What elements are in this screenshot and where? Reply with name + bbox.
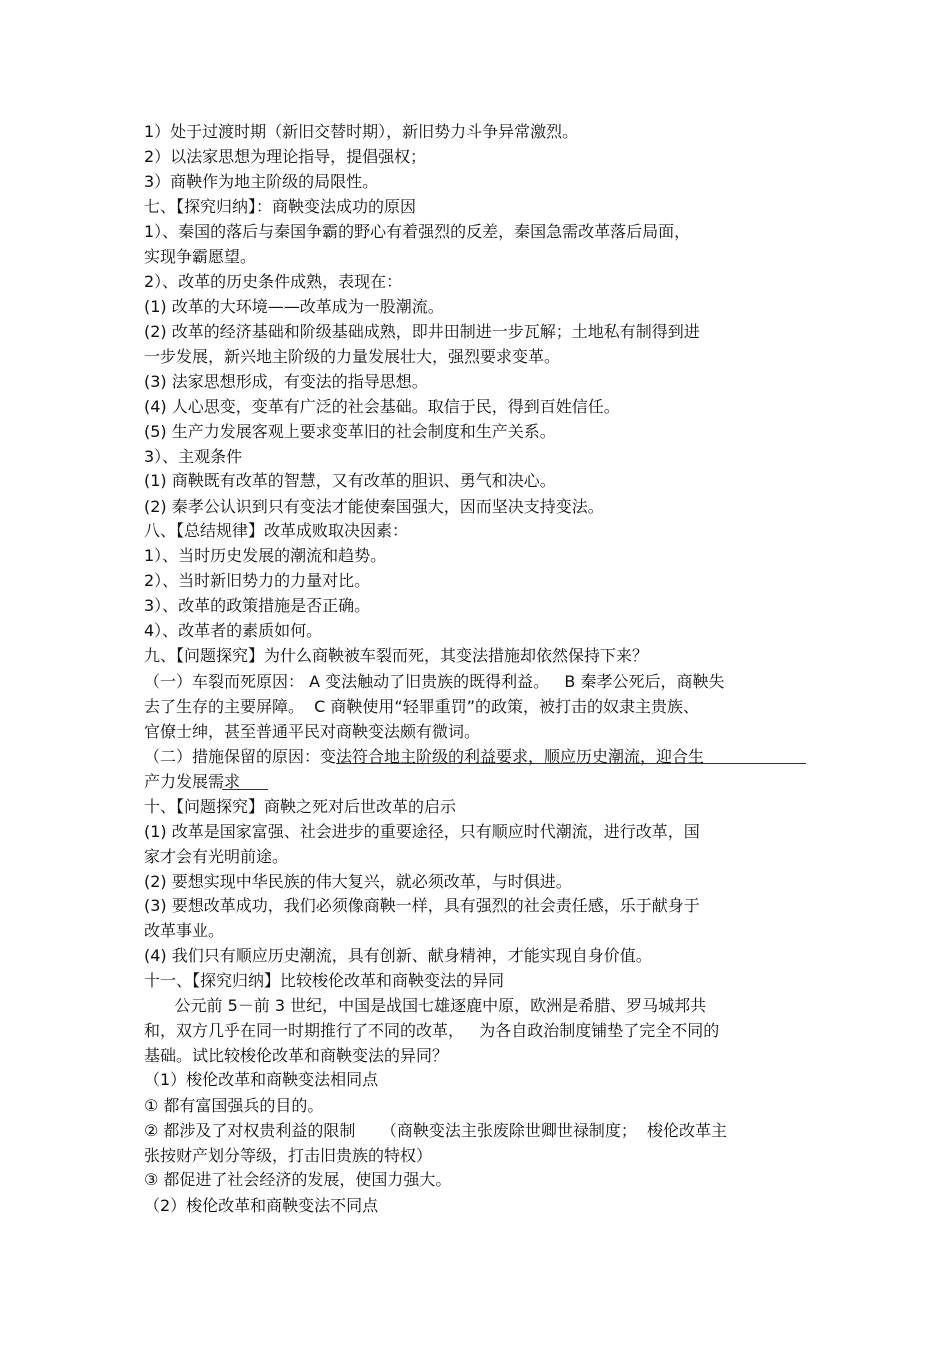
- text-line: (5) 生产力发展客观上要求变革旧的社会制度和生产关系。: [144, 422, 556, 441]
- text-line: ① 都有富国强兵的目的。: [144, 1096, 324, 1115]
- text-line: (1) 改革是国家富强、社会进步的重要途径，只有顺应时代潮流，进行改革，国: [144, 822, 700, 841]
- text-line: 产力发展需求: [144, 772, 241, 791]
- text-line: 4）、改革者的素质如何。: [144, 621, 323, 640]
- text-line: 七、【探究归纳】：商鞅变法成功的原因: [144, 197, 417, 216]
- text-line: (2) 秦孝公认识到只有变法才能使秦国强大，因而坚决支持变法。: [144, 497, 604, 516]
- text-line: 九、【问题探究】为什么商鞅被车裂而死，其变法措施却依然保持下来？: [144, 646, 649, 665]
- text-line: (2) 要想实现中华民族的伟大复兴，就必须改革，与时俱进。: [144, 872, 572, 891]
- text-line: （2）梭伦改革和商鞅变法不同点: [144, 1196, 379, 1215]
- text-line: 去了生存的主要屏障。 C 商鞅使用“轻罪重罚”的政策，被打击的奴隶主贵族、: [144, 697, 700, 716]
- text-line: (3) 要想改革成功，我们必须像商鞅一样，具有强烈的社会责任感，乐于献身于: [144, 896, 700, 915]
- text-line: （1）梭伦改革和商鞅变法相同点: [144, 1070, 379, 1089]
- text-line: 1）、秦国的落后与秦国争霸的野心有着强烈的反差，秦国急需改革落后局面，: [144, 222, 691, 241]
- text-line: 张按财产划分等级，打击旧贵族的特权）: [144, 1146, 433, 1165]
- text-line: 公元前 5－前 3 世纪，中国是战国七雄逐鹿中原，欧洲是希腊、罗马城邦共: [144, 996, 707, 1015]
- text-line: 八、【总结规律】改革成败取决因素：: [144, 521, 409, 540]
- text-line: 基础。试比较梭伦改革和商鞅变法的异同？: [144, 1046, 449, 1065]
- text-line: (1) 商鞅既有改革的智慧，又有改革的胆识、勇气和决心。: [144, 471, 556, 490]
- text-line: 3）、主观条件: [144, 447, 243, 466]
- text-line: (1) 改革的大环境——改革成为一股潮流。: [144, 297, 444, 316]
- text-line: 2）、改革的历史条件成熟，表现在：: [144, 272, 403, 291]
- text-line: (2) 改革的经济基础和阶级基础成熟，即井田制进一步瓦解；土地私有制得到进: [144, 322, 700, 341]
- text-line: 3）、改革的政策措施是否正确。: [144, 596, 371, 615]
- text-line: (4) 我们只有顺应历史潮流，具有创新、献身精神，才能实现自身价值。: [144, 946, 652, 965]
- text-line: 十、【问题探究】商鞅之死对后世改革的启示: [144, 797, 457, 816]
- text-line: 实现争霸愿望。: [144, 247, 257, 266]
- text-line: 十一、【探究归纳】比较梭伦改革和商鞅变法的异同: [144, 971, 505, 990]
- text-line: 家才会有光明前途。: [144, 847, 289, 866]
- text-line: 1）、当时历史发展的潮流和趋势。: [144, 546, 387, 565]
- text-line: （二）措施保留的原因：变法符合地主阶级的利益要求，顺应历史潮流，迎合生: [144, 747, 705, 766]
- text-line: 1）处于过渡时期（新旧交替时期），新旧势力斗争异常激烈。: [144, 122, 579, 141]
- text-line: 2）以法家思想为理论指导，提倡强权；: [144, 147, 427, 166]
- text-line: ③ 都促进了社会经济的发展，使国力强大。: [144, 1170, 452, 1189]
- text-line: 和，双方几乎在同一时期推行了不同的改革， 为各自政治制度铺垫了完全不同的: [144, 1021, 720, 1040]
- text-line: (4) 人心思变，变革有广泛的社会基础。取信于民，得到百姓信任。: [144, 397, 620, 416]
- text-line: 改革事业。: [144, 921, 225, 940]
- text-line: 2）、当时新旧势力的力量对比。: [144, 571, 371, 590]
- text-line: 3）商鞅作为地主阶级的局限性。: [144, 172, 379, 191]
- text-line: (3) 法家思想形成，有变法的指导思想。: [144, 372, 428, 391]
- text-line: ② 都涉及了对权贵利益的限制 （商鞅变法主张废除世卿世禄制度； 梭伦改革主: [144, 1121, 728, 1140]
- text-line: 官僚士绅，甚至普通平民对商鞅变法颇有微词。: [144, 722, 481, 741]
- text-line: （一）车裂而死原因： A 变法触动了旧贵族的既得利益。 B 秦孝公死后，商鞅失: [144, 672, 725, 691]
- text-line: 一步发展，新兴地主阶级的力量发展壮大，强烈要求变革。: [144, 347, 561, 366]
